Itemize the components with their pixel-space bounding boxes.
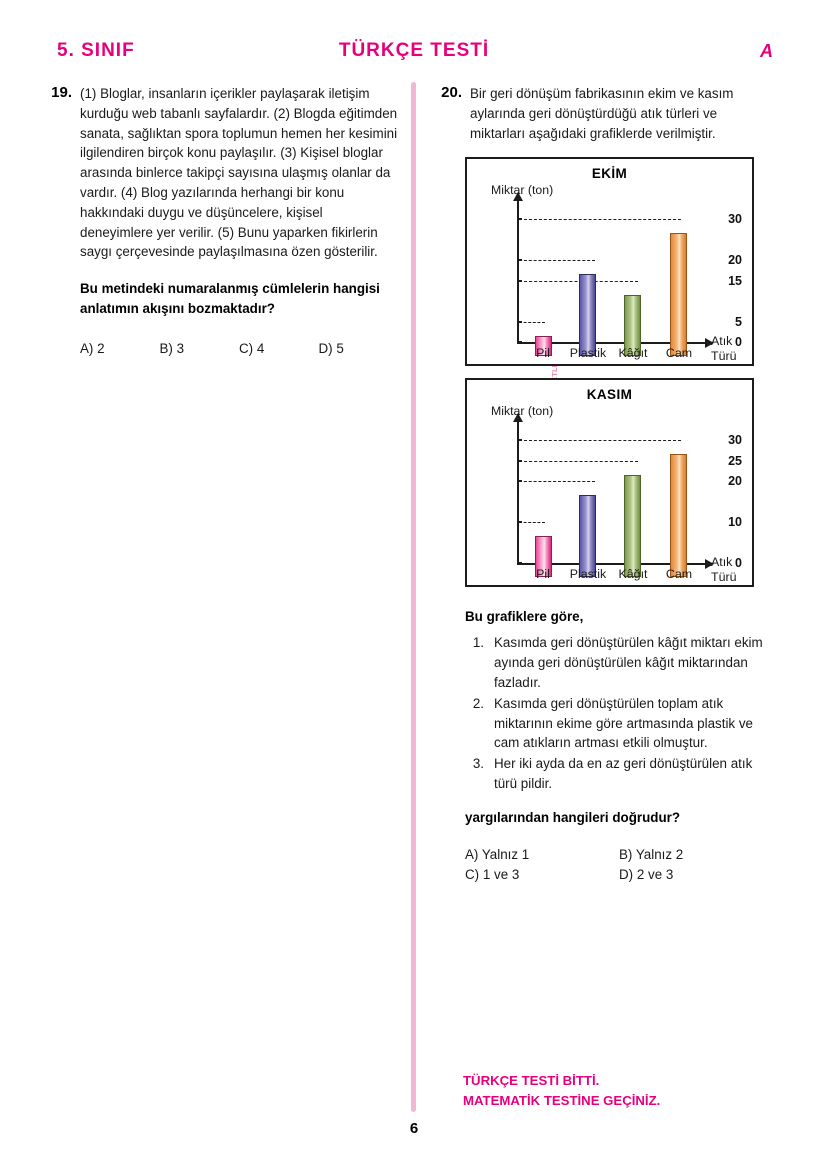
statement-3-text: Her iki ayda da en az geri dönüştürülen atık türü pildir. [494, 756, 753, 791]
question-19-passage: (1) Bloglar, insanların içerikler paylaşarak iletişim kurduğu web tabanlı sayfalardır. (2) Blogda eğitimden sanata, sağlıktan spora toplumun hemen her kesimini ilgilendiren birçok konu paylaşılır. (3) Kişisel bloglar arasında binlerce takipçi sayısına ulaşmış olanlar da vardır. (4) Blog yazılarında herhangi bir konu hakkındaki duygu ve düşüncelere, kişisel deneyimlere yer verilir. (5) Bunu yaparken fikirlerin saygı çerçevesinde paylaşılmasına özen gösterilir. [80, 86, 398, 260]
chart-ekim-xlabel-pil: Pil [536, 346, 550, 361]
chart-ekim-bar-cam [670, 233, 687, 356]
footer-note-line-1: TÜRKÇE TESTİ BİTTİ. [463, 1073, 600, 1088]
question-19-number: 19. [51, 84, 72, 101]
question-20-options-row-1 [465, 845, 773, 865]
statement-2-text: Kasımda geri dönüştürülen toplam atık miktarının ekime göre artmasında plastik ve cam atıkların artması etkili olmuştur. [494, 695, 753, 751]
question-19-options [80, 341, 398, 356]
column-divider [411, 82, 416, 1112]
chart-ekim-xaxis-caption-line2: Türü [711, 349, 737, 364]
question-20-option-c[interactable]: C) 1 ve 3 [465, 866, 520, 882]
question-20 [428, 84, 773, 143]
chart-kasim-xlabel-pil: Pil [536, 567, 550, 582]
chart-kasim-gridline-30 [519, 440, 681, 441]
chart-kasim-gridline-25 [519, 461, 638, 462]
chart-ekim-ytick-5: 5 [735, 314, 742, 329]
chart-kasim-ytick-20: 20 [728, 474, 742, 489]
question-20-lead-in: Bu grafiklere göre, [465, 609, 584, 625]
page-header [0, 40, 828, 70]
question-20-intro-body [470, 84, 773, 143]
statement-2 [465, 694, 773, 753]
chart-kasim-xaxis-caption-line1: Atık [711, 555, 733, 570]
chart-ekim-ylabel: Miktar (ton) [491, 183, 554, 198]
chart-kasim-plot [473, 419, 748, 585]
chart-ekim-xlabel-cam: Cam [665, 346, 693, 361]
chart-kasim-xlabel-plastik: Plastik [569, 567, 607, 582]
chart-kasim-ytick-25: 25 [728, 453, 742, 468]
question-20-intro: Bir geri dönüşüm fabrikasının ekim ve kasım aylarında geri dönüştürdüğü atık türleri ve miktarları aşağıdaki grafiklerde verilmiştir. [470, 86, 734, 141]
chart-ekim-xaxis-caption [711, 334, 736, 364]
footer-note [463, 1071, 660, 1111]
statement-3-number: 3. [472, 756, 484, 772]
statement-1-number: 1. [472, 635, 484, 651]
chart-ekim-ytick-0: 0 [735, 335, 742, 350]
chart-kasim-xlabel-kagit: Kâğıt [618, 567, 648, 582]
chart-ekim-gridline-20 [519, 260, 595, 261]
booklet-letter: A [760, 41, 773, 61]
chart-ekim-ytickmark-0 [517, 341, 522, 343]
question-19 [38, 84, 398, 356]
statement-1-text: Kasımda geri dönüştürülen kâğıt miktarı ekim ayında geri dönüştürülen kâğıt miktarından fazladır. [494, 635, 763, 690]
question-20-option-d[interactable]: D) 2 ve 3 [619, 866, 674, 882]
question-20-statements [465, 633, 773, 793]
question-20-number: 20. [441, 84, 462, 101]
question-20-option-b[interactable]: B) Yalnız 2 [619, 846, 684, 862]
chart-kasim [465, 378, 754, 587]
chart-ekim-plot [473, 198, 748, 364]
chart-ekim-xlabel-plastik: Plastik [569, 346, 607, 361]
chart-kasim-bar-plastik [579, 495, 596, 577]
chart-ekim-y-axis [517, 200, 519, 344]
chart-ekim-gridline-5 [519, 322, 545, 323]
chart-ekim-ytick-30: 30 [728, 211, 742, 226]
question-19-option-b[interactable]: B) 3 [159, 340, 185, 356]
question-19-option-c[interactable]: C) 4 [239, 340, 265, 356]
chart-ekim [465, 157, 754, 366]
question-20-option-a[interactable]: A) Yalnız 1 [465, 846, 530, 862]
grade-label: 5. SINIF [57, 40, 135, 61]
question-19-option-d[interactable]: D) 5 [318, 340, 344, 356]
chart-kasim-bar-cam [670, 454, 687, 577]
question-20-options-row-2 [465, 865, 773, 885]
question-20-closing: yargılarından hangileri doğrudur? [465, 809, 681, 825]
question-19-option-a[interactable]: A) 2 [80, 340, 105, 356]
question-19-stem: Bu metindeki numaralanmış cümlelerin hangisi anlatımın akışını bozmaktadır? [80, 281, 380, 316]
statement-2-number: 2. [472, 695, 484, 711]
chart-ekim-gridline-30 [519, 219, 681, 220]
chart-kasim-ylabel: Miktar (ton) [491, 404, 554, 419]
chart-ekim-ytick-20: 20 [728, 253, 742, 268]
chart-kasim-gridline-20 [519, 481, 595, 482]
chart-kasim-ytick-10: 10 [728, 515, 742, 530]
chart-kasim-y-axis [517, 421, 519, 565]
chart-ekim-ytick-15: 15 [728, 273, 742, 288]
chart-kasim-bar-kagit [624, 475, 641, 578]
chart-ekim-xlabel-kagit: Kâğıt [618, 346, 648, 361]
chart-ekim-title: EKİM [591, 166, 628, 182]
chart-kasim-ytickmark-0 [517, 562, 522, 564]
footer-note-line-2: MATEMATİK TESTİNE GEÇİNİZ. [463, 1093, 661, 1108]
chart-ekim-bar-plastik [579, 274, 596, 356]
chart-kasim-ytick-0: 0 [735, 556, 742, 571]
page-number: 6 [409, 1120, 419, 1137]
left-column [38, 84, 398, 356]
chart-kasim-title: KASIM [586, 387, 633, 403]
chart-kasim-ytick-30: 30 [728, 432, 742, 447]
chart-kasim-xlabel-cam: Cam [665, 567, 693, 582]
chart-kasim-gridline-10 [519, 522, 545, 523]
statement-1 [465, 633, 773, 692]
statement-3 [465, 754, 773, 794]
chart-ekim-xaxis-caption-line1: Atık [711, 334, 733, 349]
right-column [428, 84, 773, 885]
page-title: TÜRKÇE TESTİ [338, 40, 490, 61]
question-20-options [465, 845, 773, 885]
chart-kasim-xaxis-caption-line2: Türü [711, 570, 737, 585]
chart-kasim-xaxis-caption [711, 555, 736, 585]
question-19-body [80, 84, 398, 356]
